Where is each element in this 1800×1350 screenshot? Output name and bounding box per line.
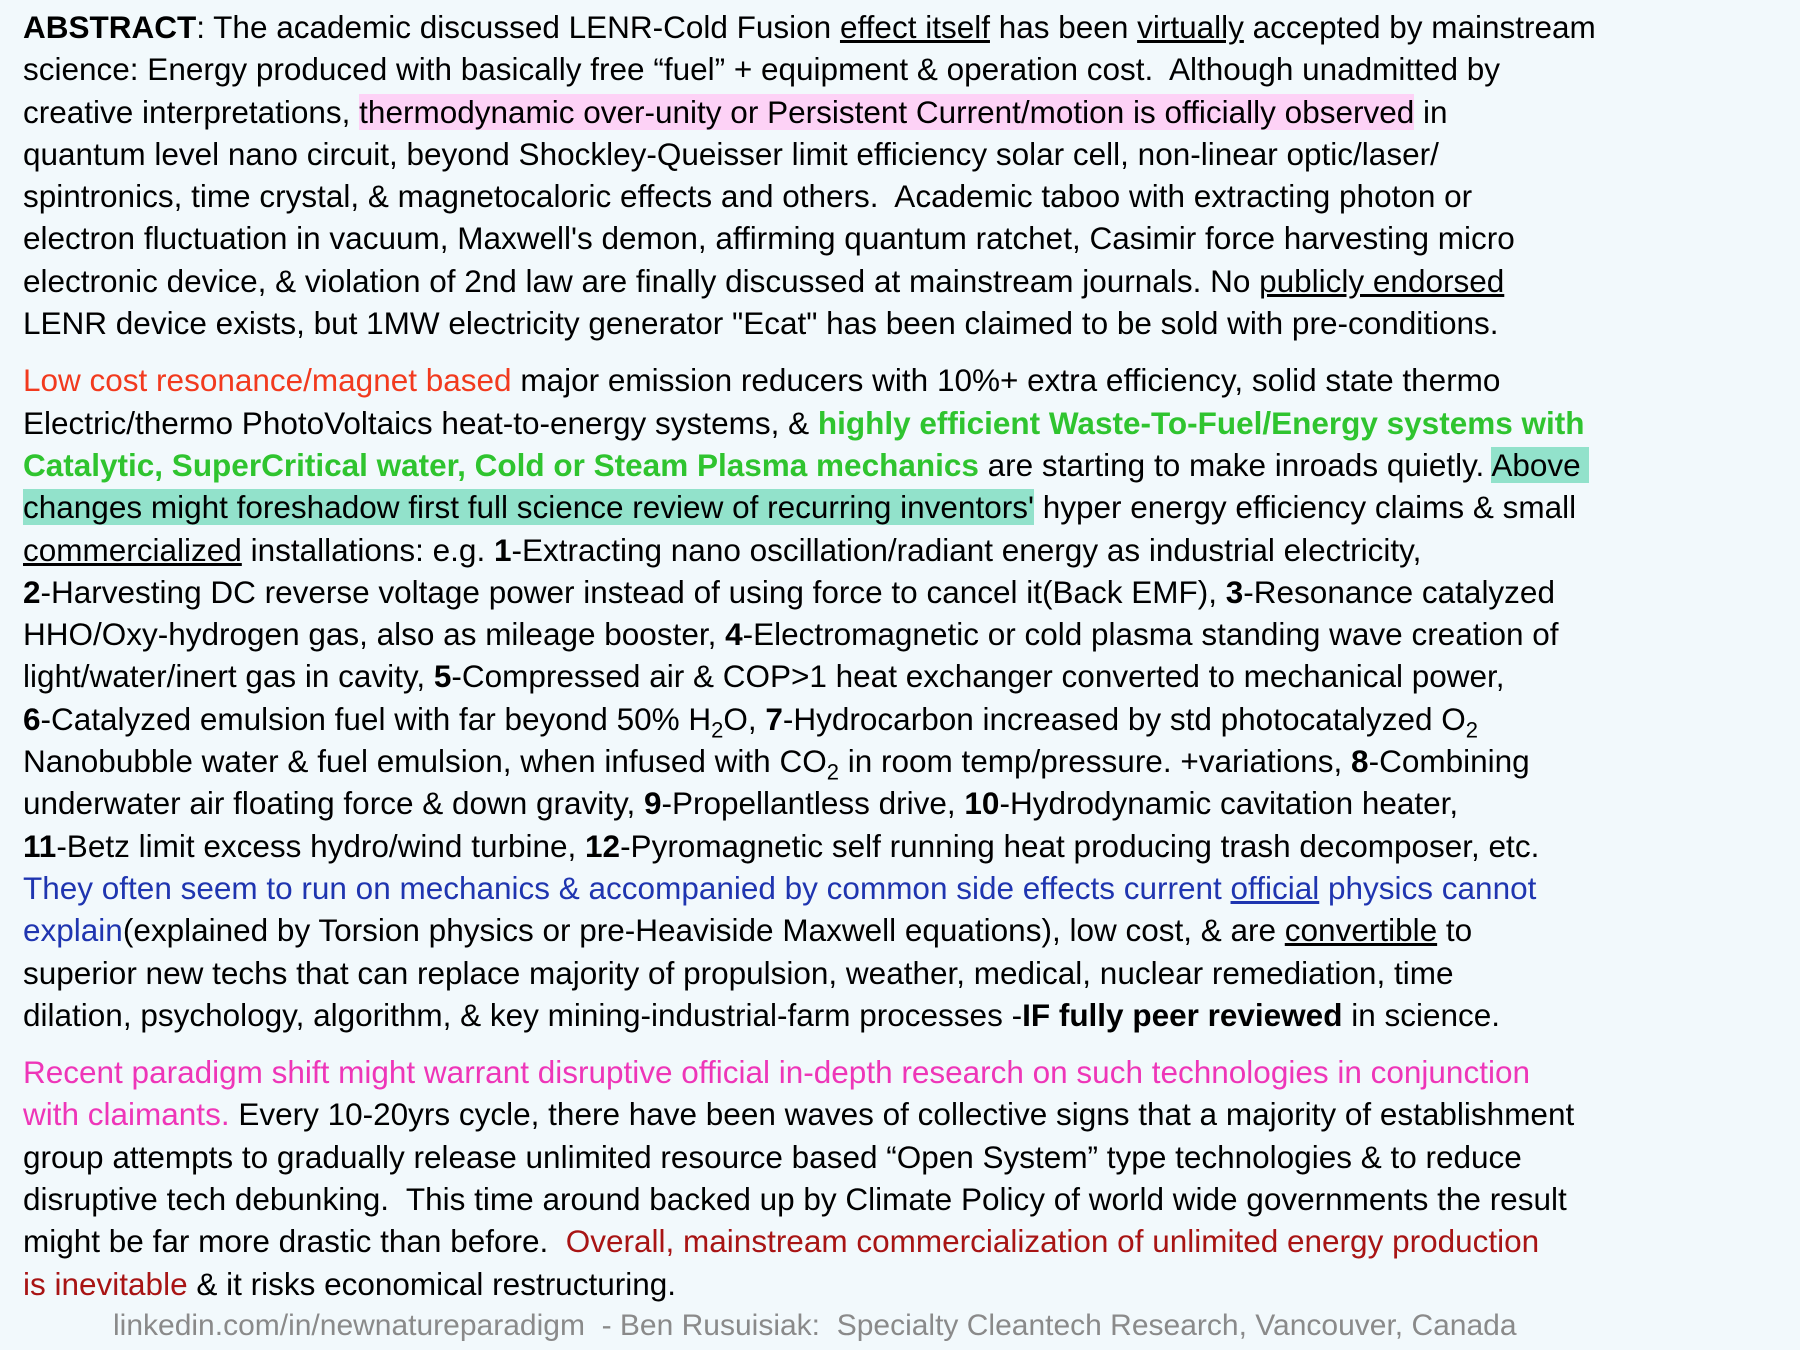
text-segment: might be far more drastic than before. [23,1223,566,1260]
text-segment: light/water/inert gas in cavity, [23,658,434,695]
paragraph-3 [23,1051,1800,1305]
text-segment: -Hydrocarbon increased by std photocatalyzed O [782,700,1466,737]
text-segment-b: 12 [585,827,621,864]
text-segment-b: 1 [493,531,512,568]
text-segment: disruptive tech debunking. This time around backed up by Climate Policy of world wide governments the result [23,1181,1567,1218]
text-segment-hlt: changes might foreshadow first full science review of recurring inventors' [23,489,1034,526]
text-segment: underwater air floating force & down gravity, [23,785,644,822]
text-line [23,1178,1800,1220]
text-line [23,48,1800,90]
text-segment: -Propellantless drive, [661,785,965,822]
text-segment: -Electromagnetic or cold plasma standing wave creation of [742,616,1559,653]
text-segment-bluu: official [1230,869,1320,906]
text-segment: group attempts to gradually release unlimited resource based “Open System” type technologies & to reduce [23,1138,1522,1175]
text-segment: quantum level nano circuit, beyond Shockley-Queisser limit efficiency solar cell, non-linear optic/laser/ [23,135,1439,172]
text-segment-u: virtually [1137,9,1244,45]
abstract-document [23,6,1800,1320]
text-segment-b: 8 [1351,743,1369,780]
text-segment-u: commercialized [23,531,242,568]
text-segment-u: effect itself [839,9,990,45]
text-segment: in [1414,93,1448,130]
text-line [23,444,1800,486]
text-segment: : The academic discussed LENR-Cold Fusion [196,9,840,45]
text-segment: in room temp/pressure. +variations, [838,743,1352,780]
text-segment-red: Low cost resonance/magnet based [23,362,512,399]
text-segment: major emission reducers with 10%+ extra efficiency, solid state thermo [511,362,1501,399]
text-segment-b: 4 [725,616,743,653]
text-line [23,867,1800,909]
text-line [23,571,1800,613]
text-segment: dilation, psychology, algorithm, & key mining-industrial-farm processes - [23,996,1023,1033]
text-segment: science: Energy produced with basically free “fuel” + equipment & operation cost. Although unadmitted by [23,51,1500,88]
text-segment-b: 9 [643,785,662,822]
text-line [23,359,1800,401]
footer-credit: linkedin.com/in/newnatureparadigm - Ben Rusuisiak: Specialty Cleantech Research, Vancouver, Canada [113,1309,1517,1342]
text-segment: (explained by Torsion physics or pre-Heaviside Maxwell equations), low cost, & are [122,912,1285,949]
text-segment: & it risks economical restructuring. [187,1265,676,1302]
text-segment-blue: They often seem to run on mechanics & accompanied by common side effects current [23,869,1231,906]
text-line [23,175,1800,217]
text-segment: electron fluctuation in vacuum, Maxwell's demon, affirming quantum ratchet, Casimir force harvesting micro [23,220,1515,257]
text-segment: accepted by mainstream [1243,9,1596,45]
text-segment: to [1437,912,1473,949]
text-line [23,1263,1800,1305]
text-line [23,6,1800,48]
text-line [23,782,1800,824]
text-segment-sub: 2 [826,759,839,785]
text-segment: hyper energy efficiency claims & small [1033,489,1577,526]
text-segment: -Pyromagnetic self running heat producing trash decomposer, etc. [620,827,1540,864]
text-line [23,994,1800,1036]
text-segment: creative interpretations, [23,93,360,130]
text-line [23,613,1800,655]
text-segment-sub: 2 [711,717,724,743]
text-line [23,698,1800,743]
paragraph-1 [23,6,1800,344]
text-segment: spintronics, time crystal, & magnetocaloric effects and others. Academic taboo with extracting photon or [23,178,1473,215]
text-segment-dred: is inevitable [23,1265,188,1302]
text-segment: O, [723,700,766,737]
text-segment-green: highly efficient Waste-To-Fuel/Energy systems with [817,404,1585,441]
text-segment-b: 6 [23,700,41,737]
text-line [23,1093,1800,1135]
text-line [23,486,1800,528]
paragraph-2 [23,359,1800,1036]
text-segment: superior new techs that can replace majority of propulsion, weather, medical, nuclear remediation, time [23,954,1454,991]
text-segment: -Extracting nano oscillation/radiant energy as industrial electricity, [511,531,1422,568]
text-segment-hlp: thermodynamic over-unity or Persistent Current/motion is officially observed [359,93,1415,130]
text-segment-b: 10 [964,785,1000,822]
text-segment-b: IF fully peer reviewed [1022,996,1343,1033]
text-line [23,1051,1800,1093]
text-segment-b: 5 [433,658,452,695]
text-line [23,909,1800,951]
text-segment-b: 7 [765,700,783,737]
text-line [23,133,1800,175]
text-segment: -Combining [1368,743,1530,780]
text-segment-b: 3 [1225,573,1244,610]
text-segment: -Betz limit excess hydro/wind turbine, [56,827,586,864]
text-segment: LENR device exists, but 1MW electricity generator "Ecat" has been claimed to be sold with pre-conditions. [23,305,1499,342]
text-segment: -Harvesting DC reverse voltage power instead of using force to cancel it(Back EMF), [40,573,1226,610]
text-line [23,402,1800,444]
text-segment: Every 10-20yrs cycle, there have been waves of collective signs that a majority of establishment [229,1096,1575,1133]
text-segment-pink: Recent paradigm shift might warrant disruptive official in-depth research on such technologies in conjunction [23,1054,1530,1091]
text-line [23,740,1800,785]
text-line [23,91,1800,133]
text-segment: -Compressed air & COP>1 heat exchanger converted to mechanical power, [451,658,1505,695]
text-segment-pink: with claimants. [23,1096,230,1133]
text-line [23,217,1800,259]
text-line [23,302,1800,344]
text-line [23,825,1800,867]
text-segment: installations: e.g. [241,531,494,568]
text-line [23,1136,1800,1178]
text-segment: -Catalyzed emulsion fuel with far beyond 50% H [40,700,712,737]
text-segment-b: 2 [23,573,41,610]
text-segment-u: publicly endorsed [1259,262,1505,299]
text-line [23,1220,1800,1262]
text-segment-blue: explain [23,912,123,949]
text-segment: HHO/Oxy-hydrogen gas, also as mileage booster, [23,616,726,653]
text-segment-dred: Overall, mainstream commercialization of unlimited energy production [565,1223,1540,1260]
text-line [23,655,1800,697]
text-segment-b: ABSTRACT [23,9,197,45]
text-segment-green: Catalytic, SuperCritical water, Cold or Steam Plasma mechanics [23,446,979,483]
text-segment-u: convertible [1284,912,1438,949]
text-segment-blue: physics cannot [1319,869,1537,906]
text-segment: Electric/thermo PhotoVoltaics heat-to-energy systems, & [23,404,818,441]
text-segment: Nanobubble water & fuel emulsion, when infused with CO [23,743,827,780]
text-segment: -Resonance catalyzed [1243,573,1555,610]
text-segment-sub: 2 [1465,717,1479,743]
text-segment: -Hydrodynamic cavitation heater, [999,785,1459,822]
text-segment: in science. [1342,996,1501,1033]
text-line [23,529,1800,571]
text-segment-hlt: Above [1491,446,1590,483]
text-segment: are starting to make inroads quietly. [978,446,1492,483]
text-segment-b: 11 [23,827,57,864]
text-segment: has been [989,9,1138,45]
text-line [23,260,1800,302]
text-segment: electronic device, & violation of 2nd law are finally discussed at mainstream journals. No [23,262,1260,299]
text-line [23,952,1800,994]
